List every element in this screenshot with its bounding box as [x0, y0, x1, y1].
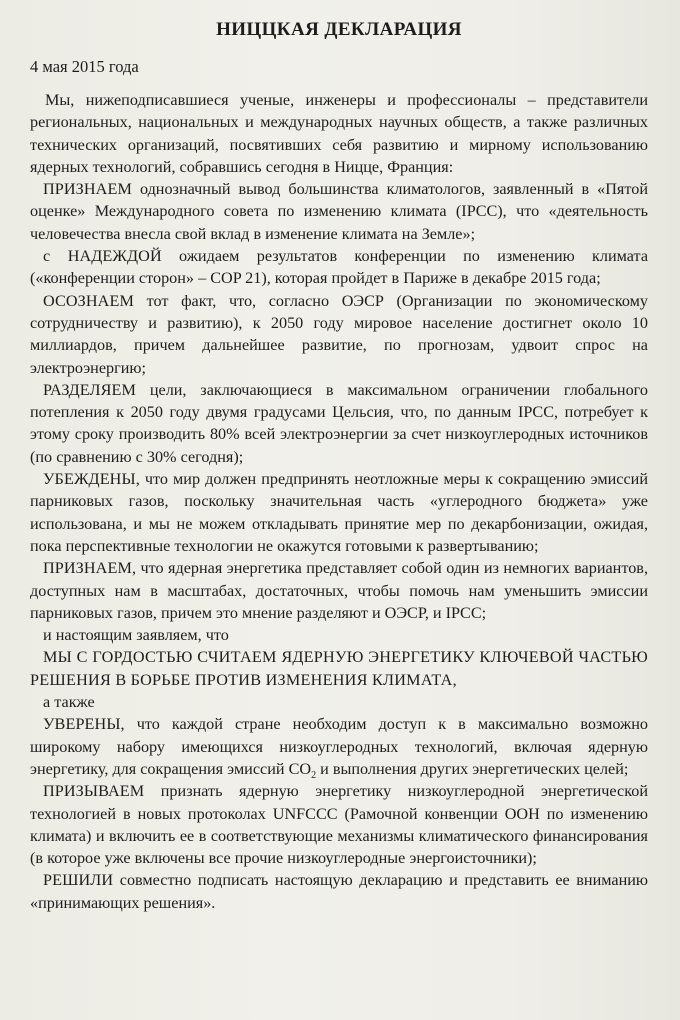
co2-subscript: 2: [311, 770, 317, 782]
clause-keyword: УВЕРЕНЫ: [43, 715, 121, 734]
clause-paragraph: [30, 178, 648, 245]
clause-paragraph: [30, 468, 648, 557]
clause-keyword: с НАДЕЖДОЙ: [43, 247, 162, 266]
also-connector: а также: [43, 693, 95, 712]
clause-text: , что мир должен предпринять неотложные меры к сокращению эмиссий парниковых газов, поскольку значительная часть «углеродного бюджета» уже использована, и мы не можем откладывать принятие мер по декарбонизации, ожидая, пока перспективные технологии не окажутся готовыми к развертыванию;: [30, 470, 648, 555]
clause-keyword: УБЕЖДЕНЫ: [43, 470, 136, 489]
clause-paragraph: [30, 245, 648, 290]
document-date: 4 мая 2015 года: [30, 57, 139, 76]
clause-keyword: РЕШИЛИ: [43, 871, 114, 890]
declare-intro: и настоящим заявляем, что: [43, 626, 229, 645]
declaration-statement: МЫ С ГОРДОСТЬЮ СЧИТАЕМ ЯДЕРНУЮ ЭНЕРГЕТИКУ КЛЮЧЕВОЙ ЧАСТЬЮ РЕШЕНИЯ В БОРЬБЕ ПРОТИВ ИЗМЕНЕНИЯ КЛИМАТА,: [30, 648, 648, 689]
clause-keyword: ОСОЗНАЕМ: [43, 291, 134, 310]
clause-paragraph: [30, 869, 648, 914]
clause-text: тот факт, что, согласно ОЭСР (Организации по экономическому сотрудничеству и развитию), к 2050 году мировое население достигнет около 10 миллиардов, причем дальнейшее развитие, по прогнозам, удвоит спрос на электроэнергию;: [30, 291, 648, 377]
clause-paragraph: [30, 780, 648, 869]
clause-keyword: ПРИЗЫВАЕМ: [43, 782, 145, 801]
page-title: НИЦЦКАЯ ДЕКЛАРАЦИЯ: [216, 19, 462, 40]
clause-keyword: ПРИЗНАЕМ: [43, 180, 132, 199]
preamble-paragraph: Мы, нижеподписавшиеся ученые, инженеры и профессионалы – представители региональных, национальных и международных научных обществ, а также различных технических организаций, посвятивших себя развитию и мирному использованию ядерных технологий, собравшись сегодня в Ницце, Франция:: [30, 91, 648, 176]
clause-keyword: РАЗДЕЛЯЕМ: [43, 380, 137, 399]
clause-text: совместно подписать настоящую декларацию и представить ее вниманию «принимающих решения».: [30, 871, 648, 912]
clause-paragraph: [30, 379, 648, 468]
clause-paragraph: [30, 557, 648, 624]
clause-text: признать ядерную энергетику низкоуглеродной энергетической технологией в новых протоколах UNFCCC (Рамочной конвенции ООН по изменению климата) и включить ее в соответствующие механизмы климатического финансирования (в которое уже включены все прочие низкоуглеродные энергоисточники);: [30, 782, 648, 868]
clause-paragraph: [30, 290, 648, 379]
clause-text: однозначный вывод большинства климатологов, заявленный в «Пятой оценке» Международного совета по изменению климата (IPCC), что «деятельность человечества внесла свой вклад в изменение климата на Земле»;: [30, 180, 648, 243]
clause-paragraph: [30, 713, 648, 780]
clause-text: , что каждой стране необходим доступ к в максимально возможно широкому набору имеющихся низкоуглеродных технологий, включая ядерную энергетику, для сокращения эмиссий CO: [30, 715, 648, 778]
clause-text: , что ядерная энергетика представляет собой один из немногих вариантов, доступных нам в масштабах, достаточных, чтобы помочь нам уменьшить эмиссии парниковых газов, причем это мнение разделяют и ОЭСР, и IPCC;: [30, 559, 648, 622]
clause-text: цели, заключающиеся в максимальном ограничении глобального потепления к 2050 году двумя градусами Цельсия, что, по данным IPCC, потребует к этому сроку производить 80% всей электроэнергии за счет низкоуглеродных источников (по сравнению с 30% сегодня);: [30, 380, 648, 466]
clause-text: и выполнения других энергетических целей;: [316, 759, 629, 778]
clause-keyword: ПРИЗНАЕМ: [43, 559, 132, 578]
clause-text: ожидаем результатов конференции по изменению климата («конференции сторон» – COP 21), которая пройдет в Париже в декабре 2015 года;: [30, 247, 649, 288]
document-body: [30, 18, 648, 914]
